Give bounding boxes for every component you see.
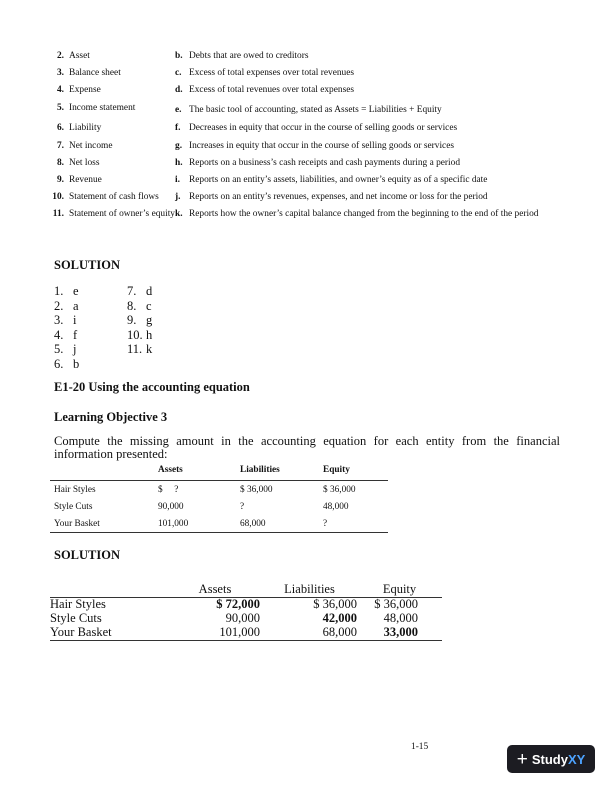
matching-row: 10. Statement of cash flows j. Reports on an entity’s revenues, expenses, and net income or loss for the period [52, 192, 488, 202]
table-row: Hair Styles $ ? $ 36,000 $ 36,000 [54, 484, 356, 495]
answer-item: 10. h [127, 327, 153, 342]
solution-answers-col1 [54, 284, 79, 372]
answer-item: 2. a [54, 298, 79, 313]
table-row: Your Basket 101,000 68,000 33,000 [50, 626, 442, 640]
table-header-row: Assets Liabilities Equity [50, 459, 388, 481]
matching-row: 9. Revenue i. Reports on an entity’s assets, liabilities, and owner’s equity as of a specific date [56, 175, 488, 185]
solution-heading: SOLUTION [54, 258, 120, 272]
answer-item: 6. b [54, 356, 80, 371]
answer-item: 1. e [54, 284, 79, 298]
matching-row: 3. Balance sheet c. Excess of total expenses over total revenues [56, 68, 355, 78]
matching-row: 4. Expense d. Excess of total revenues over total expenses [56, 85, 355, 95]
matching-row: 5. Income statement e. The basic tool of accounting, stated as Assets = Liabilities + Equity [56, 103, 442, 115]
answer-item: 11. k [127, 342, 153, 357]
answer-item: 9. g [127, 313, 153, 328]
table-header-row: Assets Liabilities Equity [50, 577, 442, 597]
matching-row: 7. Net income g. Increases in equity that occur in the course of selling goods or services [56, 141, 455, 151]
plus-icon: + [516, 748, 528, 770]
table-row: Style Cuts 90,000 ? 48,000 [54, 501, 349, 512]
exercise-prompt: Compute the missing amount in the accounting equation for each entity from the financial information presented: [54, 434, 560, 461]
matching-row: 6. Liability f. Decreases in equity that occur in the course of selling goods or services [56, 123, 458, 133]
matching-table [50, 50, 550, 234]
matching-row: 2. Asset b. Debts that are owed to creditors [56, 51, 309, 61]
given-data-table [50, 459, 388, 533]
table-row: Your Basket 101,000 68,000 ? [50, 515, 388, 533]
answer-item: 3. i [54, 313, 77, 328]
learning-objective: Learning Objective 3 [54, 410, 168, 424]
answer-item: 7. d [127, 284, 153, 298]
exercise-title: E1-20 Using the accounting equation [54, 380, 250, 394]
matching-row: 8. Net loss h. Reports on a business’s cash receipts and cash payments during a period [56, 158, 461, 168]
solution-table [50, 577, 442, 641]
solution-answers-col2 [127, 284, 152, 357]
table-row: Hair Styles $ 72,000 $ 36,000 $ 36,000 [50, 596, 418, 611]
answer-item: 5. j [54, 342, 77, 357]
matching-row: 11. Statement of owner’s equity k. Reports how the owner’s capital balance changed from the beginning to the end of the period [52, 209, 539, 219]
studyxy-logo[interactable]: + Study XY [507, 745, 595, 773]
answer-item: 4. f [54, 327, 78, 342]
page-number: 1-15 [411, 742, 429, 752]
solution-heading: SOLUTION [54, 548, 120, 562]
table-row: Style Cuts 90,000 42,000 48,000 [50, 610, 418, 625]
answer-item: 8. c [127, 298, 152, 313]
